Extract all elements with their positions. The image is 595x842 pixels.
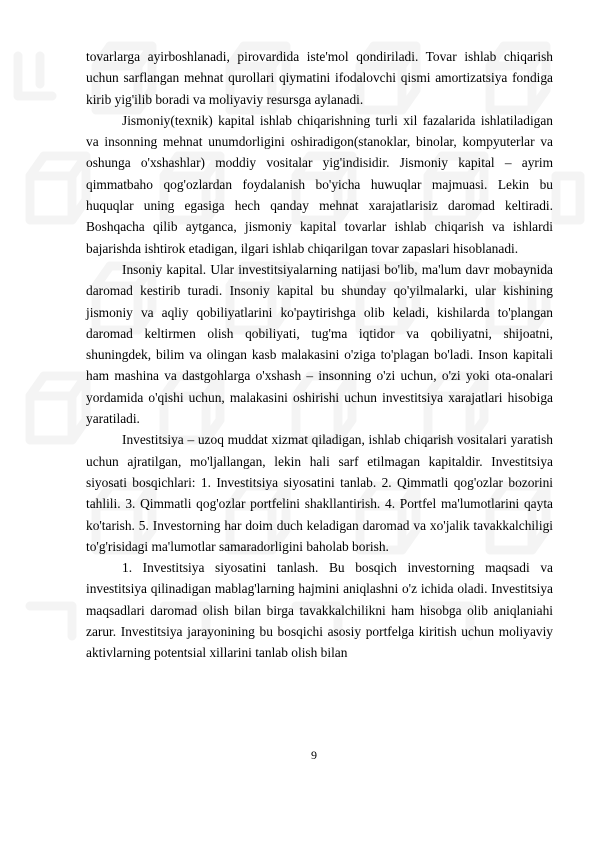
paragraph-1: tovarlarga ayirboshlanadi, pirovardida iste'mol qondiriladi. Tovar ishlab chiqarish uchun sarflangan mehnat qurollari qiymatini ifodalovchi qismi amortizatsiya fondiga kirib yig'ilib boradi va moliyaviy resursga aylanadi. — [86, 49, 553, 107]
page-number: 9 — [311, 748, 317, 762]
body-text — [86, 46, 553, 664]
paragraph-3: Insoniy kapital. Ular investitsiyalarning natijasi bo'lib, ma'lum davr mobaynida daromad kestirib turadi. Insoniy kapital bu shunday qo'yilmalarki, ular kishining jismoniy va aqliy qobiliyatlarini ko'paytirishga olib keladi, kishilarda to'plangan daromad keltirmen olish qobiliyati, tug'ma iqtidor va qobiliyatni, shijoatni, shuningdek, bilim va olingan kasb malakasini o'ziga to'plagan bo'ladi. Inson kapitali ham mashina va dastgohlarga o'xshash – insonning o'zi uchun, o'zi yoki ota-onalari yordamida o'qishi uchun, malakasini oshirishi uchun investitsiya xarajatlari hisobiga yaratiladi. — [86, 261, 553, 427]
paragraph-4: Investitsiya – uzoq muddat xizmat qiladigan, ishlab chiqarish vositalari yaratish uchun ajratilgan, mo'ljallangan, lekin hali sarf etilmagan kapitaldir. Investitsiya siyosati bosqichlari: 1. Investitsiya siyosatini tanlab. 2. Qimmatli qog'ozlar bozorini tahlili. 3. Qimmatli qog'ozlar portfelini shakllantirish. 4. Portfel ma'lumotlarini qayta ko'tarish. 5. Investorning har doim duch keladigan daromad va xo'jalik tavakkalchiligi to'g'risidagi ma'lumotlar samaradorligini baholab borish. — [86, 432, 553, 554]
paragraph-5: 1. Investitsiya siyosatini tanlash. Bu bosqich investorning maqsadi va investitsiya qilinadigan mablag'larning hajmini aniqlashni o'z ichida oladi. Investitsiya maqsadlari daromad olish bilan birga tavakkalchilikni ham hisobga olib aniqlaniahi zarur. Investitsiya jarayonining bu bosqichi asosiy portfelga kiritish uchun moliyaviy aktivlarning potentsial xillarini tanlab olish bilan — [86, 560, 553, 661]
paragraph-2: Jismoniy(texnik) kapital ishlab chiqarishning turli xil fazalarida ishlatiladigan va insonning mehnat unumdorligini oshiradigon(stanoklar, binolar, kompyuterlar va oshunga o'xshashlar) moddiy vositalar yig'indisidir. Jismoniy kapital – ayrim qimmatbaho qog'ozlardan foydalanish bo'yicha huwuqlar majmuasi. Lekin bu huquqlar uning egasiga hech qanday mehnat xarajatlarisiz daromad keltiradi. Boshqacha qilib aytganca, jismoniy kapital tovarlar ishlab chiqarish va ishlardi bajarishda ishtirok etadigan, ilgari ishlab chiqarilgan tovar zapaslari hisoblanadi. — [86, 112, 553, 256]
